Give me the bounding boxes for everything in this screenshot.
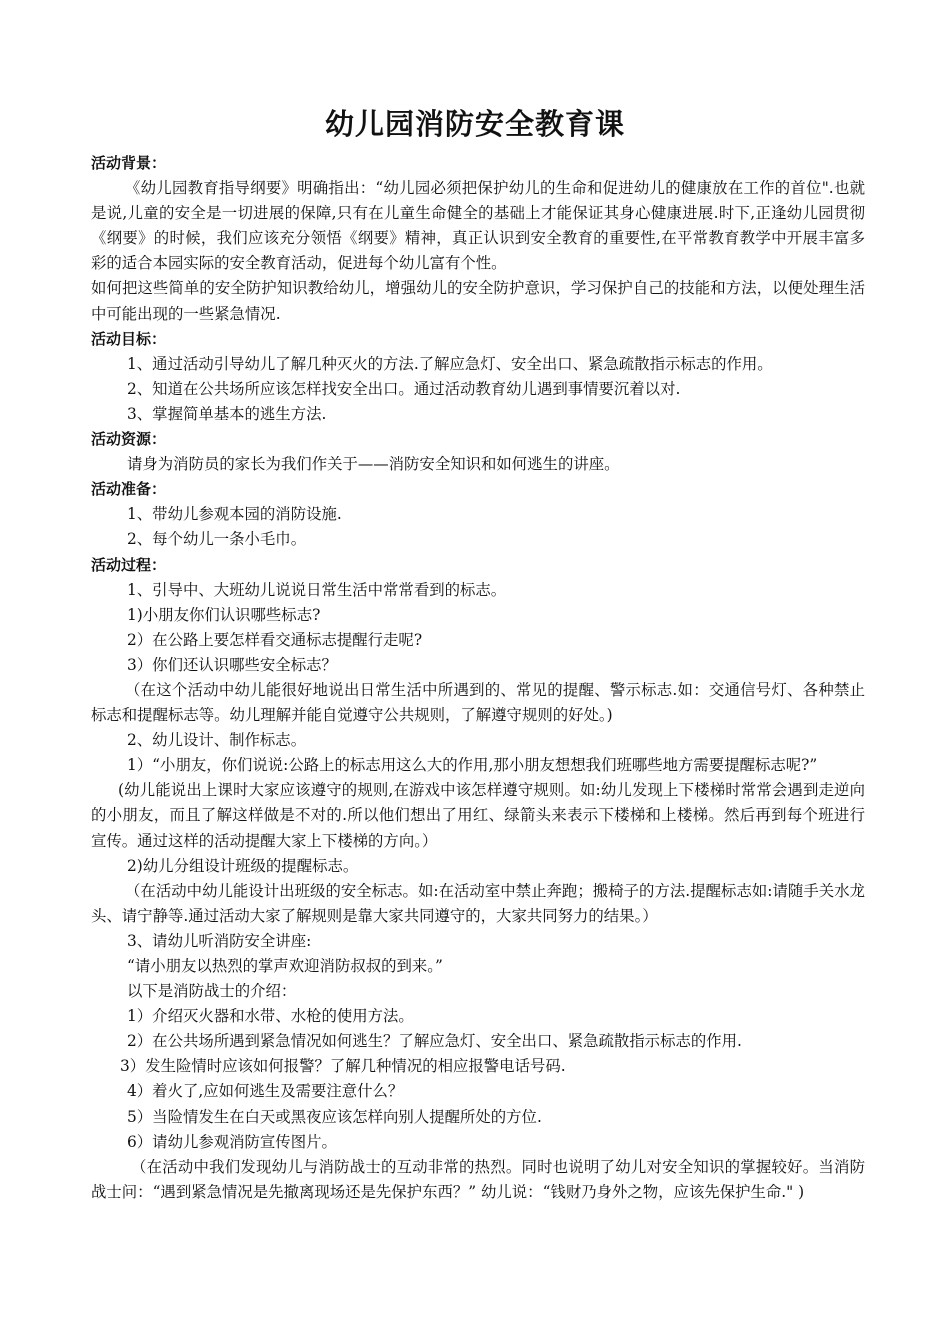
goal-item: 2、知道在公共场所应该怎样找安全出口。通过活动教育幼儿遇到事情要沉着以对. <box>127 379 681 398</box>
process-line: 2）在公共场所遇到紧急情况如何逃生？了解应急灯、安全出口、紧急疏散指示标志的作用. <box>127 1032 742 1051</box>
section-heading-resources: 活动资源： <box>91 430 167 449</box>
process-line: 4）着火了,应如何逃生及需要注意什么？ <box>127 1082 404 1101</box>
section-heading-background: 活动背景： <box>91 154 167 172</box>
background-paragraph: 如何把这些简单的安全防护知识教给幼儿，增强幼儿的安全防护意识，学习保护自己的技能和方法，以便处理生活中可能出现的一些紧急情况. <box>91 279 865 323</box>
process-line: 1）“小朋友，你们说说:公路上的标志用这么大的作用,那小朋友想想我们班哪些地方需要提醒标志呢?” <box>127 756 818 775</box>
process-line: 2）在公路上要怎样看交通标志提醒行走呢? <box>127 630 423 649</box>
process-note: （在这个活动中幼儿能很好地说出日常生活中所遇到的、常见的提醒、警示标志.如：交通信号灯、各种禁止标志和提醒标志等。幼儿理解并能自觉遵守公共规则，了解遵守规则的好处。) <box>91 680 865 725</box>
section-heading-goals: 活动目标： <box>91 329 167 348</box>
goal-item: 1、通过活动引导幼儿了解几种灭火的方法.了解应急灯、安全出口、紧急疏散指示标志的作用。 <box>127 354 773 373</box>
page-title: 幼儿园消防安全教育课 <box>324 107 625 141</box>
section-heading-preparation: 活动准备： <box>91 480 167 499</box>
resources-text: 请身为消防员的家长为我们作关于——消防安全知识和如何逃生的讲座。 <box>127 455 620 474</box>
process-line: 2)幼儿分组设计班级的提醒标志。 <box>127 856 359 875</box>
process-line: 3、请幼儿听消防安全讲座: <box>127 931 312 950</box>
process-line: 5）当险情发生在白天或黑夜应该怎样向别人提醒所处的方位. <box>127 1107 542 1126</box>
goal-item: 3、掌握简单基本的逃生方法. <box>127 404 327 423</box>
process-line: 3）你们还认识哪些安全标志？ <box>127 655 337 674</box>
process-note: （在活动中我们发现幼儿与消防战士的互动非常的热烈。同时也说明了幼儿对安全知识的掌握较好。当消防战士问：“遇到紧急情况是先撤离现场还是先保护东西？” 幼儿说：“钱财乃身外之物，应该先保护生命." ) <box>91 1157 865 1201</box>
process-line: 6）请幼儿参观消防宣传图片。 <box>127 1132 337 1151</box>
background-paragraph: 《幼儿园教育指导纲要》明确指出：“幼儿园必须把保护幼儿的生命和促进幼儿的健康放在工作的首位".也就是说,儿童的安全是一切进展的保障,只有在儿童生命健全的基础上才能保证其身心健康进展.时下,正逢幼儿园贯彻《纲要》的时候，我们应该充分领悟《纲要》精神，真正认识到安全教育的重要性,在平常教育教学中开展丰富多彩的适合本园实际的安全教育活动，促进每个幼儿富有个性。 <box>91 179 865 273</box>
process-line: 1）介绍灭火器和水带、水枪的使用方法。 <box>127 1007 414 1026</box>
process-note: （在活动中幼儿能设计出班级的安全标志。如:在活动室中禁止奔跑；搬椅子的方法.提醒标志如:请随手关水龙头、请宁静等.通过活动大家了解规则是靠大家共同遵守的，大家共同努力的结果。） <box>91 881 865 925</box>
process-line: 1、引导中、大班幼儿说说日常生活中常常看到的标志。 <box>127 580 507 599</box>
preparation-item: 2、每个幼儿一条小毛巾。 <box>127 530 307 549</box>
section-heading-process: 活动过程： <box>91 555 167 574</box>
process-line: 1)小朋友你们认识哪些标志? <box>127 605 321 624</box>
process-line: 以下是消防战士的介绍： <box>127 982 297 1001</box>
process-line: 2、幼儿设计、制作标志。 <box>127 731 307 750</box>
process-note: (幼儿能说出上课时大家应该遵守的规则,在游戏中该怎样遵守规则。如:幼儿发现上下楼梯时常常会遇到走逆向的小朋友，而且了解这样做是不对的.所以他们想出了用红、绿箭头来表示下楼梯和上楼梯。然后再到每个班进行宣传。通过这样的活动提醒大家上下楼梯的方向。） <box>91 781 865 850</box>
document-body <box>91 151 865 1205</box>
process-line: 3）发生险情时应该如何报警？了解几种情况的相应报警电话号码. <box>120 1057 566 1076</box>
process-line: “请小朋友以热烈的掌声欢迎消防叔叔的到来。” <box>127 957 443 975</box>
preparation-item: 1、带幼儿参观本园的消防设施. <box>127 505 342 524</box>
